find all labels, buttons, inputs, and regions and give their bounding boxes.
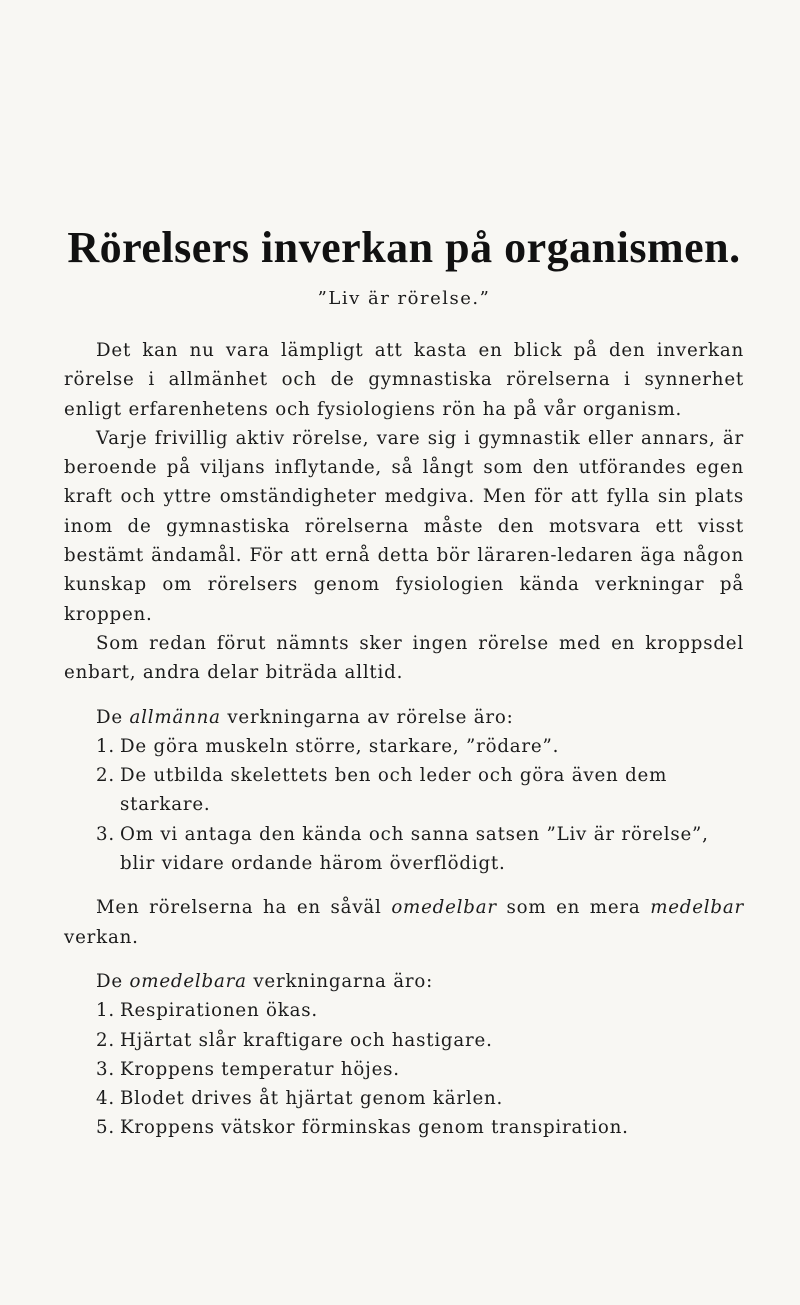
general-effects-list bbox=[64, 732, 744, 878]
immediate-emphasis: omedelbara bbox=[129, 970, 247, 992]
list-item: 2. De utbilda skelettets ben och leder och göra även dem starkare. bbox=[96, 765, 668, 816]
list-item: 1. Respirationen ökas. bbox=[96, 1000, 318, 1022]
list-item: 3. Kroppens temperatur höjes. bbox=[96, 1058, 400, 1080]
list-item: 5. Kroppens vätskor förminskas genom transpiration. bbox=[96, 1117, 629, 1139]
general-effects-intro: De allmänna verkningarna av rörelse äro: bbox=[96, 706, 514, 728]
immediate-effects-list bbox=[64, 996, 744, 1142]
list-item: 3. Om vi antaga den kända och sanna satsen ”Liv är rörelse”, blir vidare ordande härom överflödigt. bbox=[96, 823, 709, 875]
list-item: 1. De göra muskeln större, starkare, ”rödare”. bbox=[96, 735, 560, 757]
paragraph-intro: Det kan nu vara lämpligt att kasta en blick på den inverkan rörelse i allmänhet och de gymnastiska rörelserna i synnerhet enligt erfarenhetens och fysiologiens rön ha på vår organism. bbox=[64, 340, 744, 420]
immediate-effects-intro: De omedelbara verkningarna äro: bbox=[96, 970, 434, 992]
motto: ”Liv är rörelse.” bbox=[317, 288, 491, 309]
paragraph-mediate: Men rörelserna ha en såväl omedelbar som en mera medelbar verkan. bbox=[64, 897, 744, 948]
page-title: Rörelsers inverkan på organismen. bbox=[67, 223, 741, 272]
paragraph-voluntary-motion: Varje frivillig aktiv rörelse, vare sig i gymnastik eller annars, är beroende på viljans inflytande, så långt som den utförandes egen kraft och yttre omständigheter medgiva. Men för att fylla sin plats inom de gymnastiska rörelserna måste den motsvara ett visst bestämt ändamål. För att ernå detta bör läraren-ledaren äga någon kunskap om rörelsers genom fysiologien kända verkningar på kroppen. bbox=[64, 427, 744, 625]
paragraph-body-parts: Som redan förut nämnts sker ingen rörelse med en kroppsdel enbart, andra delar biträda alltid. bbox=[64, 632, 744, 684]
body-text bbox=[64, 336, 744, 1143]
general-emphasis: allmänna bbox=[129, 706, 221, 728]
list-item: 2. Hjärtat slår kraftigare och hastigare. bbox=[96, 1029, 493, 1051]
list-item: 4. Blodet drives åt hjärtat genom kärlen. bbox=[96, 1088, 504, 1110]
